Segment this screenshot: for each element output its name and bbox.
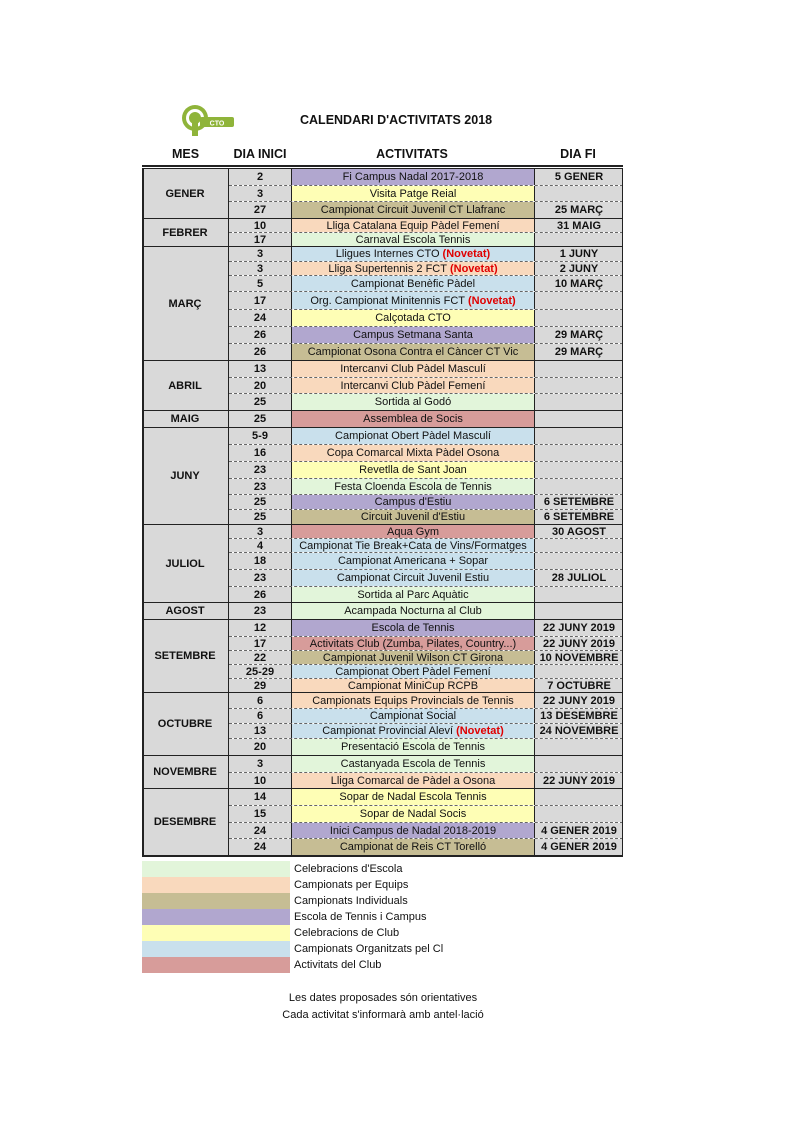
activity-name: Lliga Supertennis 2 FCT xyxy=(328,262,447,275)
activity-cell xyxy=(292,510,535,524)
end-day-cell: 22 JUNY 2019 xyxy=(535,693,623,708)
legend-item xyxy=(142,893,462,909)
end-day-cell: 10 MARÇ xyxy=(535,276,623,291)
activity-cell xyxy=(292,428,535,444)
start-day-cell: 3 xyxy=(229,525,292,538)
activity-name: Campionat Obert Pàdel Masculí xyxy=(335,430,491,442)
end-day-cell: 5 GENER xyxy=(535,169,623,185)
end-day-cell: 4 GENER 2019 xyxy=(535,839,623,855)
table-row xyxy=(229,360,623,377)
start-day-cell: 23 xyxy=(229,462,292,478)
end-day-cell: 6 SETEMBRE xyxy=(535,510,623,524)
activity-name: Festa Cloenda Escola de Tennis xyxy=(334,480,492,493)
activity-name: Intercanvi Club Pàdel Masculí xyxy=(340,363,486,375)
activity-cell xyxy=(292,276,535,291)
activity-name: Sortida al Godó xyxy=(374,396,452,408)
end-day-cell xyxy=(535,310,623,326)
activity-name: Campionat Osona Contra el Càncer CT Vic xyxy=(307,346,519,358)
start-day-cell: 23 xyxy=(229,479,292,494)
table-row xyxy=(229,461,623,478)
activity-cell xyxy=(292,479,535,494)
table-row xyxy=(229,343,623,360)
table-row xyxy=(229,275,623,291)
start-day-cell: 23 xyxy=(229,603,292,619)
start-day-cell: 5 xyxy=(229,276,292,291)
activity-cell xyxy=(292,262,535,275)
start-day-cell: 25 xyxy=(229,510,292,524)
legend-label: Celebracions d'Escola xyxy=(294,863,403,875)
activity-name: Copa Comarcal Mixta Pàdel Osona xyxy=(326,447,500,459)
activity-name: Lliga Comarcal de Pàdel a Osona xyxy=(330,774,496,787)
activity-name: Campus Setmana Santa xyxy=(353,329,473,341)
end-day-cell xyxy=(535,361,623,377)
activity-cell xyxy=(292,233,535,246)
table-row xyxy=(229,478,623,494)
start-day-cell: 2 xyxy=(229,169,292,185)
table-row xyxy=(229,636,623,650)
table-right-rule xyxy=(622,168,624,855)
end-day-cell: 28 JULIOL xyxy=(535,570,623,586)
legend-label: Activitats del Club xyxy=(294,959,382,971)
end-day-cell xyxy=(535,665,623,678)
table-bottom-rule xyxy=(142,855,623,857)
legend-item xyxy=(142,861,462,877)
start-day-cell: 3 xyxy=(229,247,292,261)
end-day-cell xyxy=(535,587,623,602)
start-day-cell: 15 xyxy=(229,806,292,822)
activity-cell xyxy=(292,202,535,218)
activity-name: Visita Patge Reial xyxy=(369,187,457,200)
start-day-cell: 29 xyxy=(229,679,292,692)
activity-cell xyxy=(292,679,535,692)
table-row xyxy=(229,772,623,788)
start-day-cell: 3 xyxy=(229,186,292,201)
activity-name: Intercanvi Club Pàdel Femení xyxy=(340,379,486,392)
month-cell: OCTUBRE xyxy=(142,692,229,755)
activity-name: Campionat Provincial Aleví xyxy=(322,725,454,737)
activity-cell xyxy=(292,292,535,309)
table-row xyxy=(229,805,623,822)
activity-cell xyxy=(292,344,535,360)
legend-label: Celebracions de Club xyxy=(294,927,400,939)
activity-name: Calçotada CTO xyxy=(375,312,451,324)
start-day-cell: 14 xyxy=(229,789,292,805)
table-row xyxy=(229,444,623,461)
table-row xyxy=(229,822,623,838)
month-cell: MARÇ xyxy=(142,246,229,360)
table-row xyxy=(229,524,623,538)
table-row xyxy=(229,377,623,393)
end-day-cell: 13 DESEMBRE xyxy=(535,709,623,723)
table-row xyxy=(229,788,623,805)
legend-swatch xyxy=(142,893,290,909)
activity-cell xyxy=(292,620,535,636)
start-day-cell: 17 xyxy=(229,233,292,246)
end-day-cell xyxy=(535,479,623,494)
activity-name: Campionat Circuit Juvenil CT Llafranc xyxy=(320,204,506,216)
end-day-cell xyxy=(535,394,623,410)
table-row xyxy=(229,291,623,309)
legend-item xyxy=(142,925,462,941)
activity-cell xyxy=(292,361,535,377)
activity-name: Campionat Juvenil Wilson CT Girona xyxy=(322,651,504,664)
activity-name: Campionat Circuit Juvenil Estiu xyxy=(336,572,490,584)
table-row xyxy=(229,168,623,185)
footer-note-2: Cada activitat s'informarà amb antel·lació xyxy=(282,1009,484,1021)
table-row xyxy=(229,619,623,636)
activity-cell xyxy=(292,462,535,478)
start-day-cell: 26 xyxy=(229,587,292,602)
activity-name: Sopar de Nadal Escola Tennis xyxy=(339,791,487,803)
legend-item xyxy=(142,957,462,973)
start-day-cell: 3 xyxy=(229,262,292,275)
end-day-cell xyxy=(535,462,623,478)
end-day-cell: 4 GENER 2019 xyxy=(535,823,623,838)
activity-cell xyxy=(292,773,535,788)
start-day-cell: 6 xyxy=(229,709,292,723)
table-row xyxy=(229,201,623,218)
activity-cell xyxy=(292,693,535,708)
table-row xyxy=(229,678,623,692)
end-day-cell xyxy=(535,539,623,552)
activity-name: Lliga Catalana Equip Pàdel Femení xyxy=(326,219,500,232)
activity-cell xyxy=(292,823,535,838)
activity-cell xyxy=(292,789,535,805)
end-day-cell xyxy=(535,756,623,772)
table-row xyxy=(229,410,623,427)
activity-name: Org. Campionat Minitennis FCT xyxy=(310,294,465,307)
activity-name: Presentació Escola de Tennis xyxy=(340,741,486,753)
table-row xyxy=(229,664,623,678)
activity-name: Campionat Obert Pàdel Femení xyxy=(335,665,491,678)
activity-name: Inici Campus de Nadal 2018-2019 xyxy=(329,824,497,837)
start-day-cell: 6 xyxy=(229,693,292,708)
activity-cell xyxy=(292,169,535,185)
table-row xyxy=(229,723,623,738)
table-row xyxy=(229,552,623,569)
end-day-cell: 31 MAIG xyxy=(535,219,623,232)
activity-name: Campionats Equips Provincials de Tennis xyxy=(312,694,514,707)
activity-name: Activitats Club (Zumba, Pilates, Country...) xyxy=(309,637,517,650)
table-row xyxy=(229,393,623,410)
header-rule xyxy=(142,165,623,167)
activity-name: Assemblea de Socis xyxy=(363,413,463,425)
table-row xyxy=(229,494,623,509)
start-day-cell: 4 xyxy=(229,539,292,552)
start-day-cell: 26 xyxy=(229,344,292,360)
start-day-cell: 12 xyxy=(229,620,292,636)
header-activity: ACTIVITATS xyxy=(376,147,448,161)
activity-name: Campionat Americana + Sopar xyxy=(337,555,489,567)
start-day-cell: 18 xyxy=(229,553,292,569)
table-left-rule xyxy=(142,168,144,855)
page-title: CALENDARI D'ACTIVITATS 2018 xyxy=(300,113,493,127)
activity-cell xyxy=(292,806,535,822)
activity-cell xyxy=(292,247,535,261)
activity-cell xyxy=(292,587,535,602)
table-row xyxy=(229,326,623,343)
table-row xyxy=(229,261,623,275)
legend-swatch xyxy=(142,909,290,925)
start-day-cell: 16 xyxy=(229,445,292,461)
end-day-cell xyxy=(535,739,623,755)
activity-cell xyxy=(292,637,535,650)
month-cell: DESEMBRE xyxy=(142,788,229,855)
table-row xyxy=(229,232,623,246)
activity-name: Sortida al Parc Aquàtic xyxy=(357,588,469,601)
activity-name: Sopar de Nadal Socis xyxy=(359,808,467,820)
novetat-badge: (Novetat) xyxy=(456,725,504,737)
activity-name: Revetlla de Sant Joan xyxy=(359,464,467,476)
calendar-table xyxy=(142,168,623,854)
footer-note-1: Les dates proposades són orientatives xyxy=(288,992,478,1004)
end-day-cell xyxy=(535,445,623,461)
activity-cell xyxy=(292,570,535,586)
legend-item xyxy=(142,909,462,925)
month-cell: GENER xyxy=(142,168,229,218)
start-day-cell: 24 xyxy=(229,839,292,855)
start-day-cell: 17 xyxy=(229,637,292,650)
legend-label: Campionats Organitzats pel Cl xyxy=(294,943,444,955)
end-day-cell xyxy=(535,553,623,569)
end-day-cell: 25 MARÇ xyxy=(535,202,623,218)
legend-item xyxy=(142,877,462,893)
start-day-cell: 24 xyxy=(229,823,292,838)
start-day-cell: 25 xyxy=(229,394,292,410)
end-day-cell: 1 JUNY xyxy=(535,247,623,261)
legend-label: Campionats Individuals xyxy=(294,895,408,907)
activity-name: Lligues Internes CTO xyxy=(335,248,440,260)
legend-swatch xyxy=(142,925,290,941)
activity-name: Fi Campus Nadal 2017-2018 xyxy=(342,171,484,183)
end-day-cell: 7 OCTUBRE xyxy=(535,679,623,692)
start-day-cell: 20 xyxy=(229,739,292,755)
table-row xyxy=(229,838,623,855)
end-day-cell xyxy=(535,292,623,309)
table-row xyxy=(229,309,623,326)
activity-cell xyxy=(292,651,535,664)
table-row xyxy=(229,738,623,755)
end-day-cell: 29 MARÇ xyxy=(535,327,623,343)
activity-cell xyxy=(292,553,535,569)
start-day-cell: 25 xyxy=(229,411,292,427)
novetat-badge: (Novetat) xyxy=(442,248,491,260)
start-day-cell: 27 xyxy=(229,202,292,218)
month-cell: AGOST xyxy=(142,602,229,619)
activity-name: Campionat MiniCup RCPB xyxy=(347,679,479,692)
month-cell: JULIOL xyxy=(142,524,229,602)
start-day-cell: 22 xyxy=(229,651,292,664)
table-row xyxy=(229,692,623,708)
start-day-cell: 25 xyxy=(229,495,292,509)
legend-label: Escola de Tennis i Campus xyxy=(294,911,427,923)
legend-swatch xyxy=(142,957,290,973)
start-day-cell: 25-29 xyxy=(229,665,292,678)
start-day-cell: 17 xyxy=(229,292,292,309)
activity-cell xyxy=(292,186,535,201)
header-start-day: DIA INICI xyxy=(233,147,287,161)
legend-item xyxy=(142,941,462,957)
end-day-cell xyxy=(535,378,623,393)
start-day-cell: 26 xyxy=(229,327,292,343)
activity-cell xyxy=(292,327,535,343)
table-row xyxy=(229,602,623,619)
activity-cell xyxy=(292,539,535,552)
activity-cell xyxy=(292,739,535,755)
novetat-badge: (Novetat) xyxy=(449,262,498,275)
end-day-cell: 22 JUNY 2019 xyxy=(535,773,623,788)
activity-name: Acampada Nocturna al Club xyxy=(344,605,482,617)
legend-label: Campionats per Equips xyxy=(294,879,409,891)
activity-name: Campionat Tie Break+Cata de Vins/Formatges xyxy=(299,539,527,552)
table-row xyxy=(229,650,623,664)
table-row xyxy=(229,538,623,552)
header-end-day: DIA FI xyxy=(560,147,596,161)
start-day-cell: 23 xyxy=(229,570,292,586)
table-row xyxy=(229,246,623,261)
activity-cell xyxy=(292,603,535,619)
end-day-cell: 10 NOVEMBRE xyxy=(535,651,623,664)
month-cell: ABRIL xyxy=(142,360,229,410)
legend-swatch xyxy=(142,941,290,957)
header-month: MES xyxy=(171,147,200,161)
end-day-cell xyxy=(535,603,623,619)
end-day-cell: 24 NOVEMBRE xyxy=(535,724,623,738)
start-day-cell: 10 xyxy=(229,219,292,232)
activity-cell xyxy=(292,525,535,538)
table-row xyxy=(229,708,623,723)
month-cell: FEBRER xyxy=(142,218,229,246)
activity-cell xyxy=(292,724,535,738)
activity-cell xyxy=(292,445,535,461)
table-row xyxy=(229,427,623,444)
end-day-cell: 22 JUNY 2019 xyxy=(535,637,623,650)
end-day-cell: 6 SETEMBRE xyxy=(535,495,623,509)
end-day-cell: 29 MARÇ xyxy=(535,344,623,360)
table-row xyxy=(229,185,623,201)
table-row xyxy=(229,586,623,602)
activity-cell xyxy=(292,709,535,723)
cto-logo xyxy=(180,101,236,139)
activity-cell xyxy=(292,495,535,509)
month-cell: SETEMBRE xyxy=(142,619,229,692)
month-cell: MAIG xyxy=(142,410,229,427)
activity-name: Castanyada Escola de Tennis xyxy=(340,758,486,770)
start-day-cell: 3 xyxy=(229,756,292,772)
activity-name: Circuit Juvenil d'Estiu xyxy=(360,511,466,523)
activity-cell xyxy=(292,310,535,326)
table-row xyxy=(229,755,623,772)
activity-name: Campus d'Estiu xyxy=(374,496,452,508)
start-day-cell: 13 xyxy=(229,724,292,738)
activity-cell xyxy=(292,378,535,393)
table-row xyxy=(229,218,623,232)
activity-cell xyxy=(292,219,535,232)
activity-name: Campionat de Reis CT Torelló xyxy=(339,841,487,853)
table-row xyxy=(229,509,623,524)
end-day-cell xyxy=(535,806,623,822)
end-day-cell: 30 AGOST xyxy=(535,525,623,538)
activity-name: Escola de Tennis xyxy=(371,622,455,634)
month-cell: NOVEMBRE xyxy=(142,755,229,788)
end-day-cell xyxy=(535,411,623,427)
end-day-cell: 22 JUNY 2019 xyxy=(535,620,623,636)
end-day-cell: 2 JUNY xyxy=(535,262,623,275)
novetat-badge: (Novetat) xyxy=(468,294,516,307)
activity-cell xyxy=(292,411,535,427)
activity-cell xyxy=(292,756,535,772)
legend-swatch xyxy=(142,861,290,877)
end-day-cell xyxy=(535,428,623,444)
legend-swatch xyxy=(142,877,290,893)
start-day-cell: 24 xyxy=(229,310,292,326)
end-day-cell xyxy=(535,789,623,805)
start-day-cell: 5-9 xyxy=(229,428,292,444)
start-day-cell: 20 xyxy=(229,378,292,393)
activity-name: Campionat Benèfic Pàdel xyxy=(350,277,476,290)
svg-text:CTO: CTO xyxy=(209,120,225,128)
activity-cell xyxy=(292,394,535,410)
end-day-cell xyxy=(535,186,623,201)
start-day-cell: 10 xyxy=(229,773,292,788)
start-day-cell: 13 xyxy=(229,361,292,377)
activity-name: Campionat Social xyxy=(369,710,457,722)
activity-name: Carnaval Escola Tennis xyxy=(355,233,471,246)
activity-name: Aqua Gym xyxy=(387,525,439,538)
table-row xyxy=(229,569,623,586)
activity-cell xyxy=(292,665,535,678)
end-day-cell xyxy=(535,233,623,246)
month-cell: JUNY xyxy=(142,427,229,524)
activity-cell xyxy=(292,839,535,855)
